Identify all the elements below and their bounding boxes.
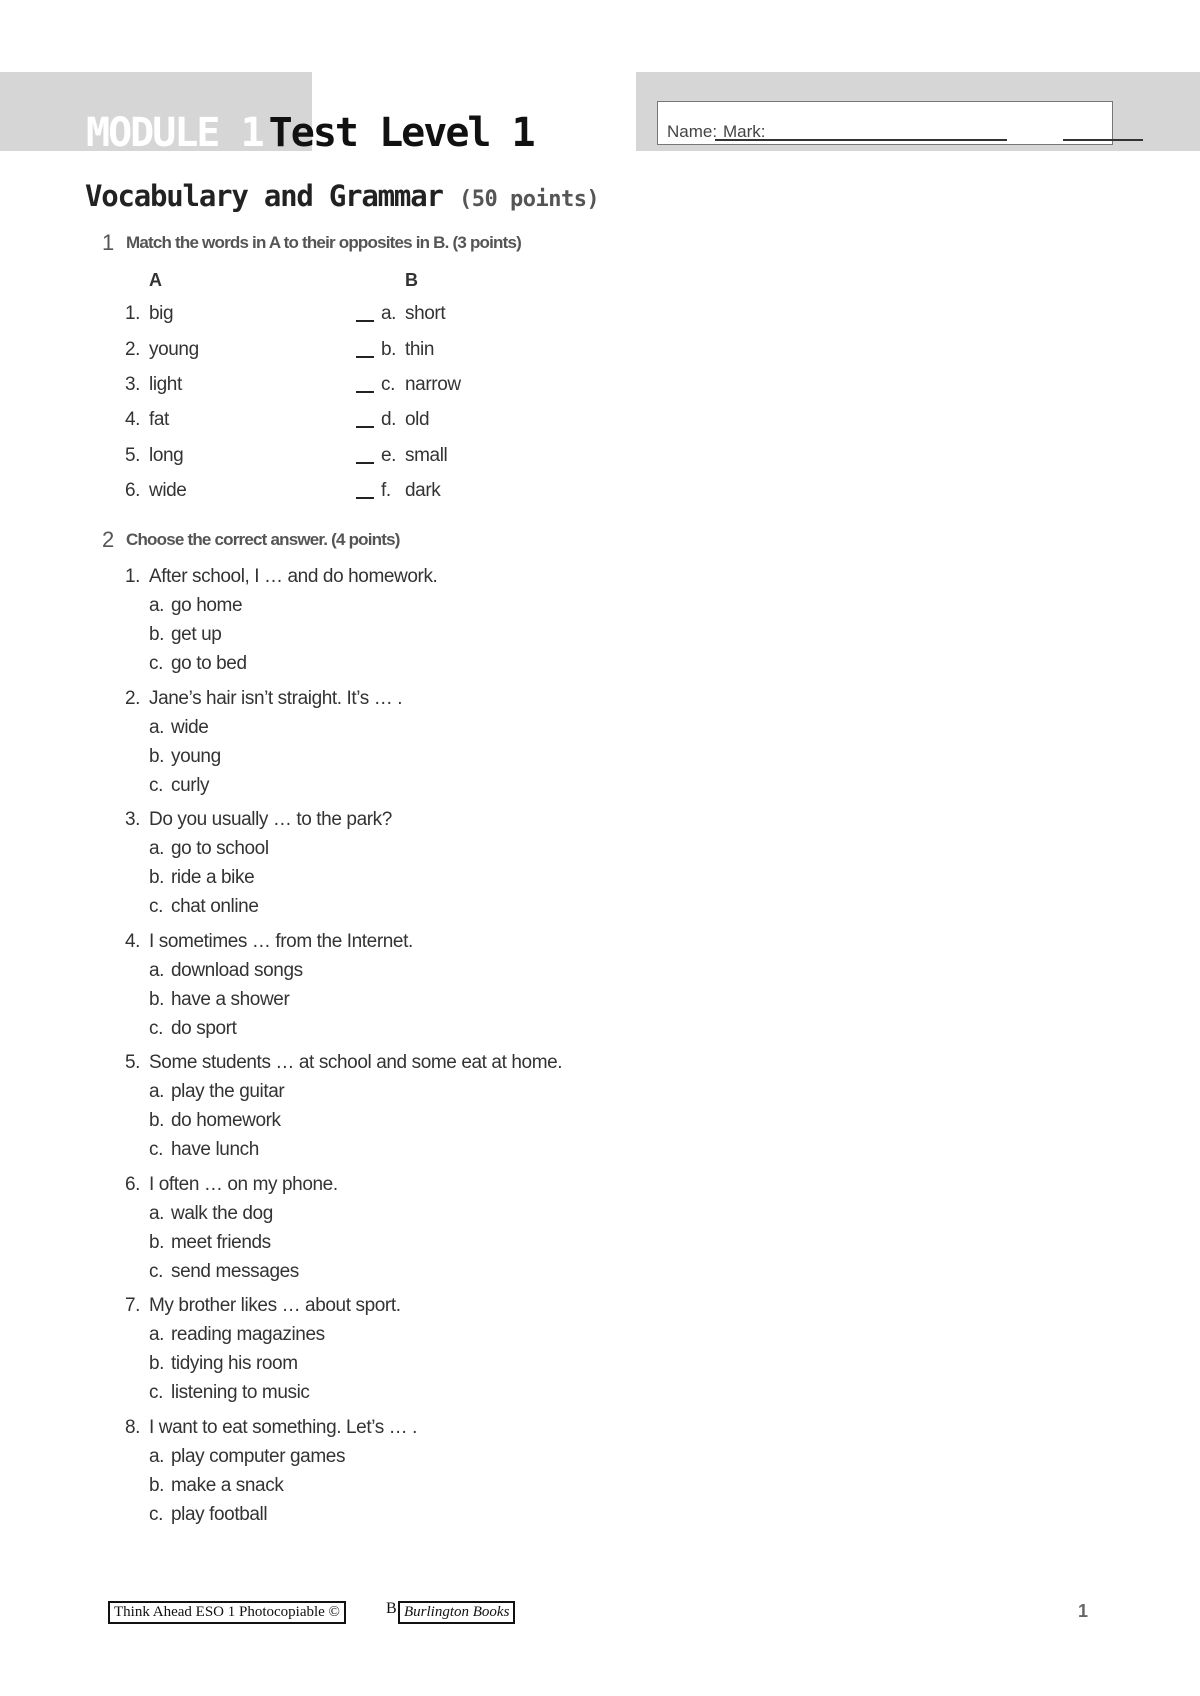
exercise-2-instruction: Choose the correct answer. (4 points)	[126, 530, 400, 549]
option-letter: b.	[149, 1110, 165, 1131]
option-text: reading magazines	[171, 1324, 325, 1345]
option-letter: a.	[149, 1081, 165, 1102]
answer-option[interactable]	[149, 1504, 267, 1526]
answer-option[interactable]	[149, 1324, 325, 1346]
option-letter: a.	[149, 595, 165, 616]
exercise-1-instruction: Match the words in A to their opposites in B. (3 points)	[126, 233, 522, 252]
option-letter: c.	[149, 1260, 163, 1282]
answer-option[interactable]	[149, 1353, 298, 1375]
match-number: 5.	[125, 445, 141, 466]
option-text: young	[171, 745, 221, 767]
name-field[interactable]	[715, 139, 1007, 141]
match-word-a: big	[149, 303, 174, 324]
option-text: send messages	[171, 1260, 299, 1282]
option-letter: a.	[149, 716, 165, 738]
question-text: Do you usually … to the park?	[149, 809, 392, 830]
match-number: 6.	[125, 480, 141, 501]
option-letter: a.	[149, 1202, 165, 1224]
answer-option[interactable]	[149, 989, 289, 1011]
option-text: ride a bike	[171, 867, 255, 888]
answer-option[interactable]	[149, 1261, 299, 1283]
match-row	[0, 480, 600, 510]
option-text: download songs	[171, 959, 303, 981]
question-stem	[125, 1052, 562, 1074]
option-letter: b.	[149, 745, 165, 767]
answer-option[interactable]	[149, 1382, 310, 1404]
match-answer-blank[interactable]	[356, 497, 374, 499]
match-number: 1.	[125, 303, 141, 324]
match-letter: c.	[381, 374, 395, 395]
option-letter: b.	[149, 988, 165, 1010]
answer-option[interactable]	[149, 653, 247, 675]
footer-copyright	[108, 1601, 346, 1624]
match-row	[0, 339, 600, 369]
answer-option[interactable]	[149, 1232, 271, 1254]
module-label: MODULE 1	[86, 110, 263, 156]
question-number: 3.	[125, 809, 141, 830]
match-word-b: small	[405, 445, 448, 466]
match-answer-blank[interactable]	[356, 356, 374, 358]
section-title	[85, 179, 599, 213]
column-b-heading: B	[405, 270, 418, 290]
match-row	[0, 409, 600, 439]
question-text: I want to eat something. Let’s … .	[149, 1416, 418, 1438]
option-text: get up	[171, 624, 222, 645]
question-text: Jane’s hair isn’t straight. It’s … .	[149, 687, 403, 709]
page-number: 1	[1078, 1601, 1089, 1621]
match-word-a: long	[149, 445, 184, 466]
match-number: 2.	[125, 339, 141, 360]
match-word-b: narrow	[405, 374, 461, 395]
question-text: After school, I … and do homework.	[149, 566, 438, 587]
option-text: have lunch	[171, 1139, 259, 1160]
match-word-b: dark	[405, 480, 441, 501]
match-letter: f.	[381, 480, 391, 501]
name-mark-box	[657, 101, 1113, 145]
match-word-b: short	[405, 303, 446, 324]
option-text: go to school	[171, 838, 269, 859]
question-stem	[125, 809, 392, 831]
answer-option[interactable]	[149, 717, 208, 739]
question-stem	[125, 1417, 417, 1439]
option-letter: c.	[149, 774, 163, 796]
answer-option[interactable]	[149, 1446, 345, 1468]
option-letter: c.	[149, 1382, 163, 1403]
question-number: 8.	[125, 1416, 141, 1438]
option-text: wide	[171, 716, 209, 738]
question-text: I often … on my phone.	[149, 1173, 338, 1195]
option-text: meet friends	[171, 1231, 271, 1253]
publisher-logo-icon: B	[386, 1600, 397, 1617]
option-letter: a.	[149, 1445, 165, 1467]
answer-option[interactable]	[149, 867, 254, 889]
option-text: listening to music	[171, 1382, 310, 1403]
option-letter: c.	[149, 653, 163, 674]
question-stem	[125, 688, 402, 710]
answer-option[interactable]	[149, 595, 242, 617]
option-text: curly	[171, 774, 210, 796]
answer-option[interactable]	[149, 1203, 273, 1225]
option-letter: b.	[149, 867, 165, 888]
exercise-2-number: 2	[102, 527, 115, 552]
question-text: My brother likes … about sport.	[149, 1295, 401, 1316]
mark-field[interactable]	[1063, 139, 1143, 141]
option-text: play the guitar	[171, 1081, 285, 1102]
question-stem	[125, 1295, 401, 1317]
answer-option[interactable]	[149, 1018, 236, 1040]
footer-publisher-text: Burlington Books	[404, 1604, 510, 1620]
match-row	[0, 303, 600, 333]
answer-option[interactable]	[149, 838, 269, 860]
option-text: walk the dog	[171, 1202, 273, 1224]
match-word-a: wide	[149, 480, 187, 501]
answer-option[interactable]	[149, 896, 259, 918]
option-text: play football	[171, 1503, 268, 1525]
match-word-a: light	[149, 374, 182, 395]
answer-option[interactable]	[149, 1139, 259, 1161]
question-number: 1.	[125, 566, 141, 587]
option-text: make a snack	[171, 1474, 284, 1496]
option-letter: b.	[149, 1474, 165, 1496]
question-number: 4.	[125, 930, 141, 952]
match-number: 4.	[125, 409, 141, 430]
option-letter: a.	[149, 838, 165, 859]
option-letter: c.	[149, 1139, 163, 1160]
answer-option[interactable]	[149, 746, 221, 768]
match-answer-blank[interactable]	[356, 391, 374, 393]
footer-publisher	[398, 1601, 515, 1624]
answer-option[interactable]	[149, 1081, 284, 1103]
match-word-a: young	[149, 339, 199, 360]
option-letter: a.	[149, 959, 165, 981]
option-letter: a.	[149, 1324, 165, 1345]
match-number: 3.	[125, 374, 141, 395]
option-text: have a shower	[171, 988, 290, 1010]
option-letter: c.	[149, 1503, 163, 1525]
question-number: 7.	[125, 1295, 141, 1316]
option-letter: b.	[149, 1231, 165, 1253]
question-text: I sometimes … from the Internet.	[149, 930, 413, 952]
footer-copyright-text: Think Ahead ESO 1 Photocopiable ©	[114, 1604, 340, 1620]
answer-option[interactable]	[149, 624, 221, 646]
section-points: (50 points)	[458, 187, 600, 212]
option-text: go to bed	[171, 653, 247, 674]
option-text: tidying his room	[171, 1353, 298, 1374]
exercise-1-number: 1	[102, 230, 115, 255]
match-word-a: fat	[149, 409, 169, 430]
question-text: Some students … at school and some eat at home.	[149, 1052, 563, 1073]
question-number: 2.	[125, 687, 141, 709]
option-letter: c.	[149, 896, 163, 917]
option-text: go home	[171, 595, 243, 616]
match-row	[0, 374, 600, 404]
option-text: chat online	[171, 896, 259, 917]
option-text: do sport	[171, 1017, 237, 1039]
test-label: Test Level 1	[268, 110, 534, 156]
match-letter: a.	[381, 303, 397, 324]
name-label: Name:	[667, 122, 718, 141]
answer-option[interactable]	[149, 1110, 281, 1132]
mark-label: Mark:	[723, 122, 766, 141]
option-text: play computer games	[171, 1445, 346, 1467]
answer-option[interactable]	[149, 960, 303, 982]
match-row	[0, 445, 600, 475]
question-stem	[125, 1174, 338, 1196]
question-stem	[125, 566, 437, 588]
match-word-b: old	[405, 409, 430, 430]
question-number: 6.	[125, 1173, 141, 1195]
match-letter: b.	[381, 339, 397, 360]
option-letter: b.	[149, 624, 165, 645]
answer-option[interactable]	[149, 775, 209, 797]
option-letter: c.	[149, 1017, 163, 1039]
match-answer-blank[interactable]	[356, 320, 374, 322]
question-number: 5.	[125, 1052, 141, 1073]
match-answer-blank[interactable]	[356, 462, 374, 464]
match-letter: d.	[381, 409, 397, 430]
match-word-b: thin	[405, 339, 435, 360]
page-title	[86, 110, 534, 156]
section-title-text: Vocabulary and Grammar	[85, 179, 443, 213]
match-answer-blank[interactable]	[356, 426, 374, 428]
question-stem	[125, 931, 413, 953]
option-text: do homework	[171, 1110, 281, 1131]
column-a-heading: A	[149, 270, 162, 290]
answer-option[interactable]	[149, 1475, 283, 1497]
match-letter: e.	[381, 445, 397, 466]
option-letter: b.	[149, 1353, 165, 1374]
